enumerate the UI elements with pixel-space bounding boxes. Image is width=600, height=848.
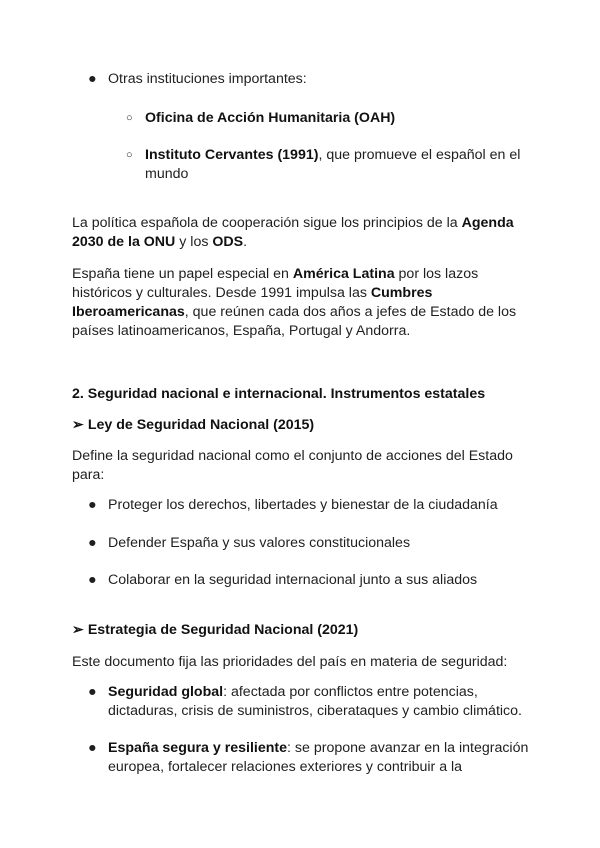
paragraph — [72, 214, 532, 252]
plain-text: La política española de cooperación sigue los principios de la — [72, 215, 462, 231]
plain-text: España tiene un papel especial en — [72, 266, 293, 282]
bullet-dot-icon: ● — [88, 572, 97, 588]
sub-bullet-text — [145, 146, 535, 184]
plain-text: : se propone avanzar en la integración europea, fortalecer relaciones exteriores y contribuir a la — [108, 740, 529, 775]
sub-bullet-text — [145, 109, 545, 128]
plain-text: , que reúnen cada dos años a jefes de Estado de los países latinoamericanos, España, Portugal y Andorra. — [72, 304, 517, 339]
plain-text: : afectada por conflictos entre potencias, dictaduras, crisis de suministros, ciberataques y cambio climático. — [108, 684, 522, 719]
bold-text: ODS — [212, 234, 244, 250]
bold-text: Oficina de Acción Humanitaria (OAH) — [145, 110, 396, 126]
bold-text: Seguridad global — [108, 684, 224, 700]
bullet-text: Defender España y sus valores constitucionales — [108, 535, 411, 551]
subheading: ➢ Ley de Seguridad Nacional (2015) — [72, 417, 315, 433]
bullet-dot-icon: ● — [88, 684, 97, 700]
bullet-text: Proteger los derechos, libertades y bienestar de la ciudadanía — [108, 497, 498, 513]
paragraph: Este documento fija las prioridades del país en materia de seguridad: — [72, 654, 508, 670]
sub-bullet-circle-icon: ○ — [126, 149, 133, 161]
plain-text: y los — [175, 234, 213, 250]
bullet-text: Otras instituciones importantes: — [108, 71, 307, 87]
paragraph — [72, 265, 528, 341]
bullet-dot-icon: ● — [88, 740, 97, 756]
bold-text: América Latina — [292, 266, 395, 282]
section-title: 2. Seguridad nacional e internacional. Instrumentos estatales — [72, 386, 486, 402]
bullet-dot-icon: ● — [88, 497, 97, 513]
paragraph: Define la seguridad nacional como el conjunto de acciones del Estado para: — [72, 448, 513, 483]
bullet-text — [108, 739, 533, 777]
bullet-dot-icon: ● — [88, 71, 97, 87]
sub-bullet-circle-icon: ○ — [126, 112, 133, 124]
plain-text: . — [243, 234, 248, 250]
bold-text: España segura y resiliente — [108, 740, 288, 756]
bold-text: Instituto Cervantes (1991) — [145, 147, 319, 163]
bullet-text: Colaborar en la seguridad internacional junto a sus aliados — [108, 572, 478, 588]
subheading: ➢ Estrategia de Seguridad Nacional (2021) — [72, 622, 359, 638]
bold-text: Agenda 2030 de la ONU — [72, 215, 514, 250]
plain-text: por los lazos históricos y culturales. Desde 1991 impulsa las — [72, 266, 479, 301]
bullet-text — [108, 683, 528, 721]
bullet-dot-icon: ● — [88, 535, 97, 551]
plain-text: , que promueve el español en el mundo — [145, 147, 521, 182]
bold-text: Cumbres Iberoamericanas — [72, 285, 433, 320]
